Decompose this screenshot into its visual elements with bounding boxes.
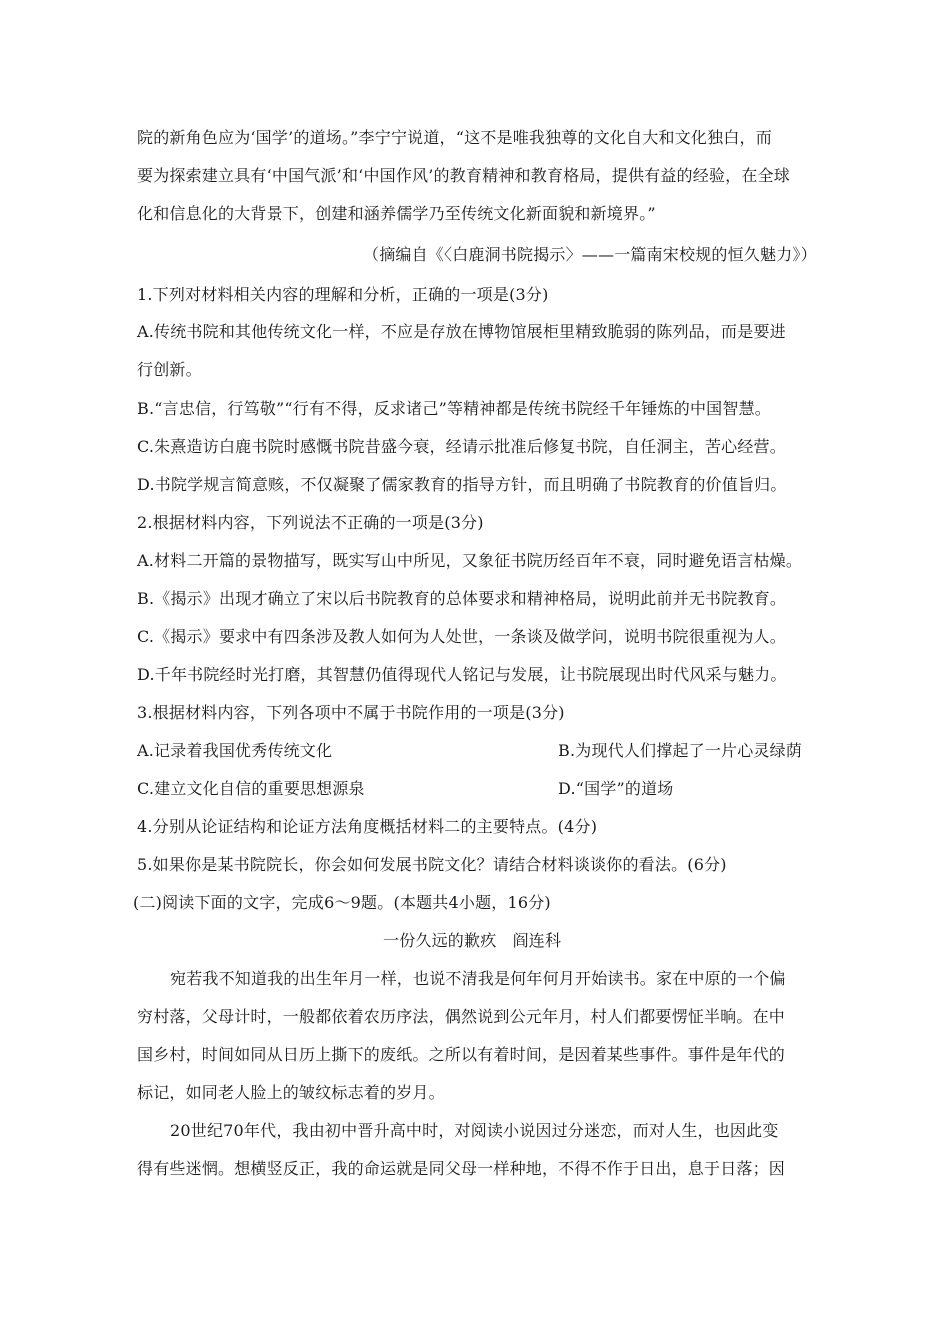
passage-line-3: 化和信息化的大背景下，创建和涵养儒学乃至传统文化新面貌和新境界。” xyxy=(137,204,656,223)
question-1-stem: 1.下列对材料相关内容的理解和分析，正确的一项是(3分) xyxy=(137,285,549,304)
question-3-option-c: C.建立文化自信的重要思想源泉 xyxy=(137,779,365,798)
passage-line-2: 要为探索建立具有‘中国气派’和‘中国作风’的教育精神和教育格局，提供有益的经验，在全球 xyxy=(137,166,790,185)
question-3-option-d: D.“国学”的道场 xyxy=(558,779,674,798)
story-p2-line-2: 得有些迷惘。想横竖反正，我的命运就是同父母一样种地，不得不作于日出，息于日落；因 xyxy=(137,1159,786,1178)
question-3-row-1 xyxy=(137,741,803,761)
source-citation: （摘编自《〈白鹿洞书院揭示〉——一篇南宋校规的恒久魅力》） xyxy=(363,245,817,264)
question-4: 4.分别从论证结构和论证方法角度概括材料二的主要特点。(4分) xyxy=(137,817,598,836)
story-p1-line-1: 宛若我不知道我的出生年月一样，也说不清我是何年何月开始读书。家在中原的一个偏 xyxy=(170,969,786,988)
question-1-option-a-cont: 行创新。 xyxy=(137,360,202,379)
question-3-row-2 xyxy=(137,779,674,799)
question-2-option-d: D.千年书院经时光打磨，其智慧仍值得现代人铭记与发展，让书院展现出时代风采与魅力。 xyxy=(137,665,787,684)
story-p1-line-4: 标记，如同老人脸上的皱纹标志着的岁月。 xyxy=(137,1083,445,1102)
question-1-option-d: D.书院学规言简意赅，不仅凝聚了儒家教育的指导方针，而且明确了书院教育的价值旨归。 xyxy=(137,475,787,494)
question-5: 5.如果你是某书院院长，你会如何发展书院文化？请结合材料谈谈你的看法。(6分) xyxy=(137,855,727,874)
question-2-option-a: A.材料二开篇的景物描写，既实写山中所见，又象征书院历经百年不衰，同时避免语言枯燥。 xyxy=(137,551,803,570)
question-1-option-b: B.“言忠信，行笃敬”“行有不得，反求诸己”等精神都是传统书院经千年锤炼的中国智慧。 xyxy=(137,399,771,418)
story-title: 一份久远的歉疚 阎连科 xyxy=(383,931,562,950)
question-2-option-c: C.《揭示》要求中有四条涉及教人如何为人处世，一条谈及做学问，说明书院很重视为人。 xyxy=(137,627,786,646)
story-p1-line-3: 国乡村，时间如同从日历上撕下的废纸。之所以有着时间，是因着某些事件。事件是年代的 xyxy=(137,1045,786,1064)
question-1-option-c: C.朱熹造访白鹿书院时感慨书院昔盛今衰，经请示批准后修复书院，自任洞主，苦心经营。 xyxy=(137,437,786,456)
question-3-option-b: B.为现代人们撑起了一片心灵绿荫 xyxy=(558,741,803,760)
passage-line-1: 院的新角色应为‘国学’的道场。”李宁宁说道，“这不是唯我独尊的文化自大和文化独白，而 xyxy=(137,128,772,147)
section-2-heading: (二)阅读下面的文字，完成6～9题。(本题共4小题，16分) xyxy=(133,893,551,912)
question-3-option-a: A.记录着我国优秀传统文化 xyxy=(137,741,333,760)
story-p1-line-2: 穷村落，父母计时，一般都依着农历序法，偶然说到公元年月，村人们都要愣怔半晌。在中 xyxy=(137,1007,786,1026)
question-2-stem: 2.根据材料内容，下列说法不正确的一项是(3分) xyxy=(137,513,484,532)
question-2-option-b: B.《揭示》出现才确立了宋以后书院教育的总体要求和精神格局，说明此前并无书院教育。 xyxy=(137,589,787,608)
story-p2-line-1: 20世纪70年代，我由初中晋升高中时，对阅读小说因过分迷恋，而对人生，也因此变 xyxy=(170,1121,779,1140)
question-1-option-a: A.传统书院和其他传统文化一样，不应是存放在博物馆展柜里精致脆弱的陈列品，而是要进 xyxy=(137,322,786,341)
question-3-stem: 3.根据材料内容，下列各项中不属于书院作用的一项是(3分) xyxy=(137,703,565,722)
